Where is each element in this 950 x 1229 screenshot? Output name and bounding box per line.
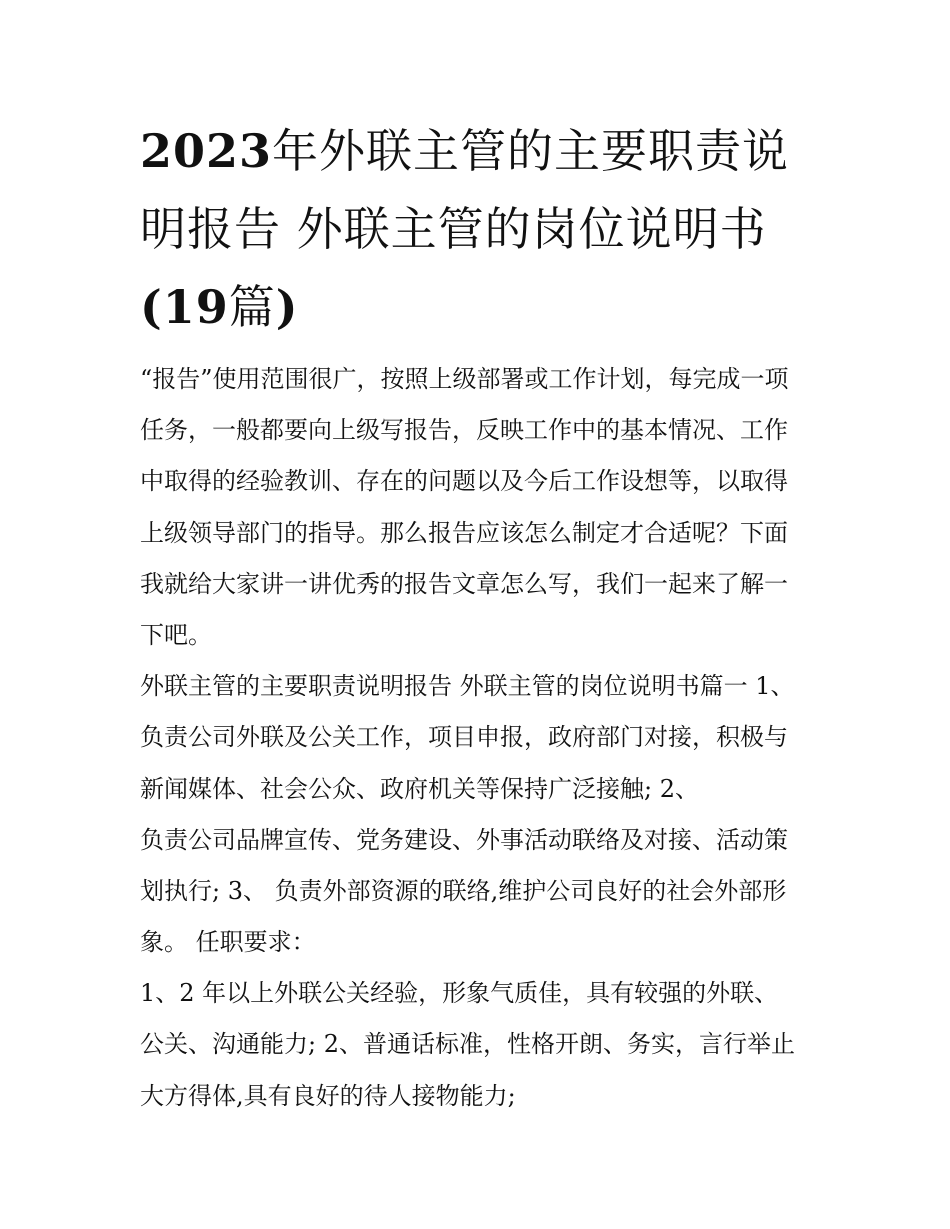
document-title xyxy=(140,112,820,346)
body-line: 1、2 年以上外联公关经验，形象气质佳，具有较强的外联、 xyxy=(140,979,779,1008)
title-line-2: 明报告 外联主管的岗位说明书 xyxy=(140,202,767,256)
body-line: 负责公司品牌宣传、党务建设、外事活动联络及对接、活动策 xyxy=(140,825,788,854)
body-line: 下吧。 xyxy=(140,620,212,649)
title-count-close: ) xyxy=(275,280,299,334)
body-line: 象。 任职要求： xyxy=(140,928,316,957)
body-line: 负责公司外联及公关工作，项目申报，政府部门对接，积极与 xyxy=(140,723,788,752)
document-body xyxy=(140,354,830,1122)
body-line: 中取得的经验教训、存在的问题以及今后工作设想等，以取得 xyxy=(140,467,788,496)
title-line-1-text: 年外联主管的主要职责说 xyxy=(272,124,790,178)
body-line: 任务，一般都要向上级写报告，反映工作中的基本情况、工作 xyxy=(140,416,788,445)
body-line: 大方得体,具有良好的待人接物能力; xyxy=(140,1081,516,1110)
title-year: 2023 xyxy=(140,124,273,178)
body-line: 划执行; 3、 负责外部资源的联络,维护公司良好的社会外部形 xyxy=(140,876,787,905)
title-count: (19 xyxy=(140,280,229,334)
body-line: “报告”使用范围很广，按照上级部署或工作计划，每完成一项 xyxy=(140,365,789,393)
body-line: 外联主管的主要职责说明报告 外联主管的岗位说明书篇一 1、 xyxy=(140,672,795,701)
body-line: 公关、沟通能力; 2、普通话标准，性格开朗、务实，言行举止 xyxy=(140,1030,795,1059)
title-count-unit: 篇 xyxy=(228,280,276,334)
title-line-3 xyxy=(140,268,820,346)
body-line: 新闻媒体、社会公众、政府机关等保持广泛接触; 2、 xyxy=(140,774,699,803)
title-line-1 xyxy=(140,112,820,190)
body-line: 上级领导部门的指导。那么报告应该怎么制定才合适呢？下面 xyxy=(140,518,788,547)
body-line: 我就给大家讲一讲优秀的报告文章怎么写，我们一起来了解一 xyxy=(140,569,788,598)
